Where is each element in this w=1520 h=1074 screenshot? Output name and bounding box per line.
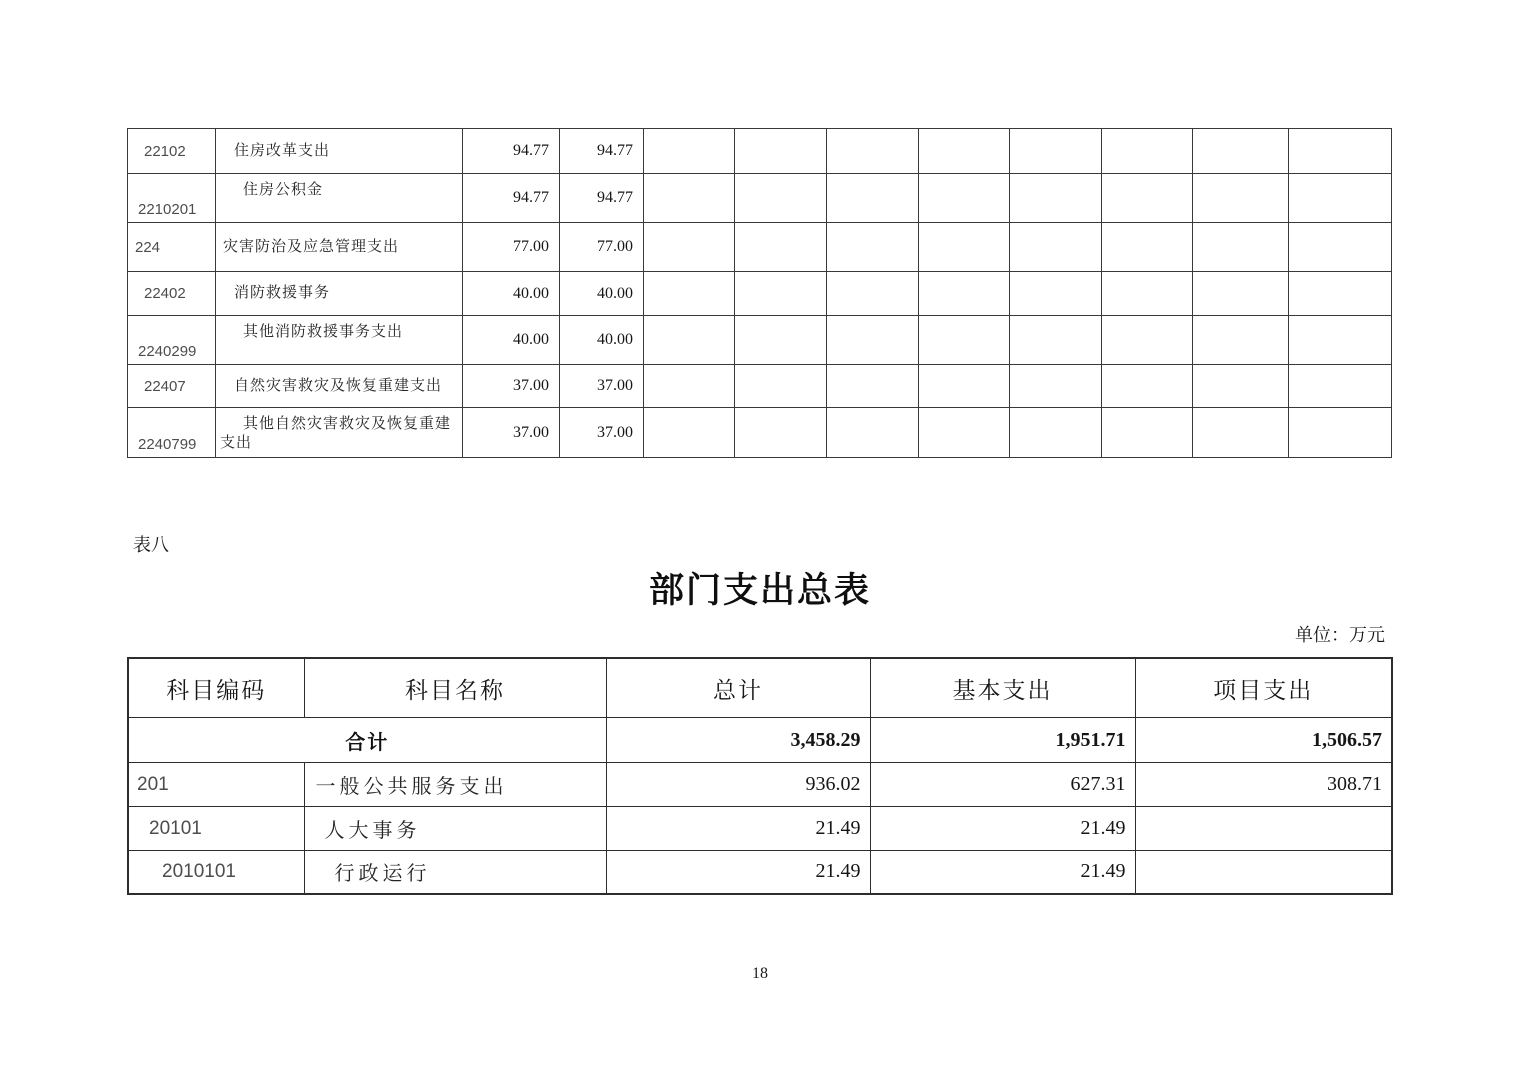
empty-cell (1289, 129, 1392, 174)
empty-cell (1289, 223, 1392, 272)
empty-cell (1010, 365, 1102, 408)
empty-cell (1289, 365, 1392, 408)
expenditure-detail-table (127, 128, 1392, 458)
subject-code-cell: 201 (128, 763, 304, 807)
empty-cell (1193, 365, 1289, 408)
empty-cell (919, 129, 1010, 174)
total-value-cell: 37.00 (463, 365, 560, 408)
empty-cell (735, 408, 827, 458)
empty-cell (1289, 272, 1392, 316)
empty-cell (1102, 174, 1193, 223)
header-basic-expenditure: 基本支出 (870, 658, 1135, 718)
empty-cell (1102, 408, 1193, 458)
table-row (128, 807, 1392, 851)
total-value-cell: 94.77 (463, 174, 560, 223)
table-row (128, 223, 1392, 272)
empty-cell (827, 365, 919, 408)
table-row (128, 365, 1392, 408)
table-row (128, 316, 1392, 365)
empty-cell (1193, 316, 1289, 365)
empty-cell (827, 272, 919, 316)
empty-cell (827, 174, 919, 223)
subject-name-cell: 消防救援事务 (216, 272, 463, 316)
empty-cell (735, 365, 827, 408)
subject-name-cell: 自然灾害救灾及恢复重建支出 (216, 365, 463, 408)
empty-cell (1193, 174, 1289, 223)
project-value-cell: 308.71 (1135, 763, 1392, 807)
subject-code-cell: 2240799 (128, 408, 216, 458)
subject-name-cell: 行政运行 (304, 851, 606, 894)
table-row (128, 408, 1392, 458)
empty-cell (735, 223, 827, 272)
empty-cell (1010, 316, 1102, 365)
header-subject-name: 科目名称 (304, 658, 606, 718)
empty-cell (919, 316, 1010, 365)
unit-label: 单位：万元 (1295, 625, 1385, 645)
subject-name-cell: 人大事务 (304, 807, 606, 851)
department-expenditure-summary-table (127, 657, 1393, 895)
table-row (128, 851, 1392, 894)
grand-total-label-cell: 合计 (128, 718, 606, 763)
empty-cell (919, 272, 1010, 316)
empty-cell (1010, 223, 1102, 272)
empty-cell (644, 129, 735, 174)
empty-cell (1193, 129, 1289, 174)
project-value-cell (1135, 807, 1392, 851)
empty-cell (1193, 223, 1289, 272)
total-value-cell: 3,458.29 (606, 718, 870, 763)
empty-cell (919, 174, 1010, 223)
empty-cell (1010, 174, 1102, 223)
empty-cell (644, 408, 735, 458)
header-project-expenditure: 项目支出 (1135, 658, 1392, 718)
total-value-cell: 94.77 (463, 129, 560, 174)
basic-value-cell: 94.77 (560, 174, 644, 223)
empty-cell (735, 174, 827, 223)
empty-cell (1010, 408, 1102, 458)
empty-cell (1102, 223, 1193, 272)
subject-name-cell: 一般公共服务支出 (304, 763, 606, 807)
page-title: 部门支出总表 (648, 571, 871, 610)
empty-cell (827, 316, 919, 365)
empty-cell (1193, 272, 1289, 316)
table-row (128, 272, 1392, 316)
empty-cell (735, 272, 827, 316)
subject-code-cell: 22407 (128, 365, 216, 408)
basic-value-cell: 627.31 (870, 763, 1135, 807)
empty-cell (1010, 129, 1102, 174)
page-number: 18 (752, 965, 768, 982)
total-value-cell: 40.00 (463, 272, 560, 316)
basic-value-cell: 1,951.71 (870, 718, 1135, 763)
empty-cell (644, 365, 735, 408)
empty-cell (827, 223, 919, 272)
subject-name-cell: 住房改革支出 (216, 129, 463, 174)
subject-code-cell: 20101 (128, 807, 304, 851)
total-value-cell: 40.00 (463, 316, 560, 365)
basic-value-cell: 40.00 (560, 272, 644, 316)
empty-cell (735, 316, 827, 365)
basic-value-cell: 21.49 (870, 851, 1135, 894)
empty-cell (827, 129, 919, 174)
empty-cell (827, 408, 919, 458)
empty-cell (1102, 316, 1193, 365)
empty-cell (1289, 408, 1392, 458)
subject-name-cell: 灾害防治及应急管理支出 (216, 223, 463, 272)
empty-cell (644, 316, 735, 365)
total-value-cell: 77.00 (463, 223, 560, 272)
basic-value-cell: 94.77 (560, 129, 644, 174)
empty-cell (735, 129, 827, 174)
subject-code-cell: 22402 (128, 272, 216, 316)
table-row (128, 174, 1392, 223)
basic-value-cell: 21.49 (870, 807, 1135, 851)
basic-value-cell: 37.00 (560, 365, 644, 408)
basic-value-cell: 40.00 (560, 316, 644, 365)
project-value-cell: 1,506.57 (1135, 718, 1392, 763)
grand-total-row (128, 718, 1392, 763)
table-row (128, 763, 1392, 807)
subject-code-cell: 2010101 (128, 851, 304, 894)
empty-cell (919, 365, 1010, 408)
empty-cell (1289, 174, 1392, 223)
empty-cell (644, 174, 735, 223)
subject-name-cell: 其他自然灾害救灾及恢复重建支出 (216, 408, 463, 458)
empty-cell (919, 223, 1010, 272)
basic-value-cell: 37.00 (560, 408, 644, 458)
subject-code-cell: 22102 (128, 129, 216, 174)
empty-cell (1102, 365, 1193, 408)
header-row (128, 658, 1392, 718)
empty-cell (1193, 408, 1289, 458)
subject-code-cell: 2240299 (128, 316, 216, 365)
empty-cell (919, 408, 1010, 458)
empty-cell (1010, 272, 1102, 316)
basic-value-cell: 77.00 (560, 223, 644, 272)
subject-name-cell: 住房公积金 (216, 174, 463, 223)
total-value-cell: 21.49 (606, 807, 870, 851)
empty-cell (1289, 316, 1392, 365)
subject-code-cell: 2210201 (128, 174, 216, 223)
table-row (128, 129, 1392, 174)
header-subject-code: 科目编码 (128, 658, 304, 718)
subject-name-cell: 其他消防救援事务支出 (216, 316, 463, 365)
empty-cell (644, 272, 735, 316)
table-number-label: 表八 (133, 535, 169, 555)
subject-code-cell: 224 (128, 223, 216, 272)
total-value-cell: 21.49 (606, 851, 870, 894)
header-total: 总计 (606, 658, 870, 718)
total-value-cell: 936.02 (606, 763, 870, 807)
project-value-cell (1135, 851, 1392, 894)
empty-cell (1102, 129, 1193, 174)
empty-cell (644, 223, 735, 272)
total-value-cell: 37.00 (463, 408, 560, 458)
empty-cell (1102, 272, 1193, 316)
